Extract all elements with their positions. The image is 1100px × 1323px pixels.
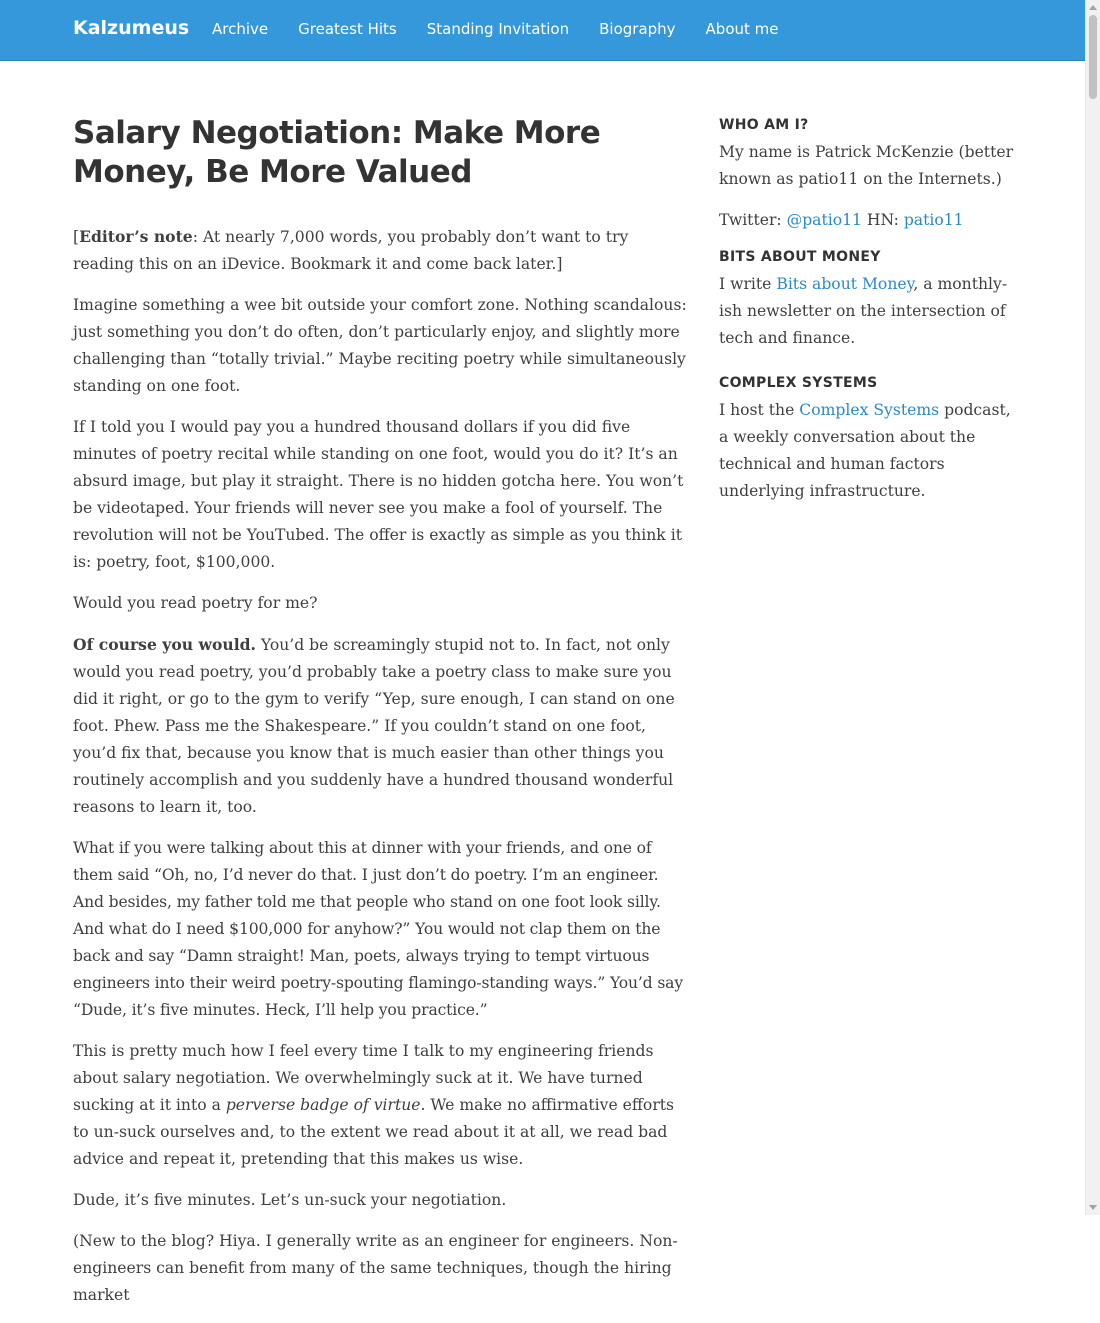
top-navbar (0, 0, 1085, 61)
scroll-up-arrow-icon[interactable] (1089, 5, 1097, 10)
site-brand-link[interactable]: Kalzumeus (73, 17, 190, 39)
editors-note: [Editor’s note: At nearly 7,000 words, you probably don’t want to try reading this on an iDevice. Bookmark it and come back later.] (73, 227, 629, 273)
scrollbar-thumb[interactable] (1089, 15, 1097, 99)
paragraph-question: Would you read poetry for me? (73, 594, 318, 612)
paragraph-offer: If I told you I would pay you a hundred thousand dollars if you did five minutes of poetry recital while standing on one foot, would you do it? It’s an absurd image, but play it straight. There is no hidden gotcha here. You won’t be videotaped. Your friends will never see you make a fool of yourself. The revolution will not be YouTubed. The offer is exactly as simple as you think it is: poetry, foot, $100,000. (73, 418, 684, 571)
sidebar (719, 116, 1019, 519)
nav-link-about-me[interactable]: About me (705, 20, 779, 38)
widget-spacer (719, 366, 1019, 374)
article (73, 114, 689, 1323)
twitter-label: Twitter: (719, 211, 787, 229)
social-handles (719, 207, 1019, 234)
hn-label: HN: (861, 211, 904, 229)
widget-title-who-am-i: WHO AM I? (719, 117, 809, 133)
nav-link-archive[interactable]: Archive (212, 20, 269, 38)
widget-title-bits-about-money: BITS ABOUT MONEY (719, 249, 881, 265)
bits-about-money-text (719, 271, 1019, 352)
widget-who-am-i (719, 116, 1019, 234)
main-nav (212, 20, 809, 38)
article-title: Salary Negotiation: Make More Money, Be More Valued (73, 115, 601, 190)
editors-note-text: : At nearly 7,000 words, you probably don’t want to try reading this on an iDevice. Bookmark it and come back later.] (73, 228, 629, 273)
bits-about-money-link[interactable]: Bits about Money (776, 275, 914, 293)
nav-link-standing-invitation[interactable]: Standing Invitation (426, 20, 570, 38)
widget-complex-systems (719, 374, 1019, 505)
paragraph-of-course (73, 631, 689, 821)
of-course-bold: Of course you would. (73, 635, 256, 654)
feel-before: This is pretty much how I feel every time I talk to my engineering friends about salary negotiation. We overwhelmingly suck at it. We have turned sucking at it into a (73, 1042, 654, 1114)
twitter-link[interactable]: @patio11 (786, 211, 862, 229)
who-am-i-text: My name is Patrick McKenzie (better known as patio11 on the Internets.) (719, 143, 1014, 188)
vertical-scrollbar[interactable] (1085, 0, 1100, 1215)
of-course-rest: You’d be screamingly stupid not to. In fact, not only would you read poetry, you’d probably take a poetry class to make sure you did it right, or go to the gym to verify “Yep, sure enough, I can stand on one foot. Phew. Pass me the Shakespeare.” If you couldn’t stand on one foot, you’d fix that, because you know that is much easier than other things you routinely accomplish and you suddenly have a hundred thousand wonderful reasons to learn it, too. (73, 636, 675, 816)
complex-after: podcast, a weekly conversation about the technical and human factors underlying infrastructure. (719, 401, 1011, 500)
paragraph-dude: Dude, it’s five minutes. Let’s un-suck your negotiation. (73, 1191, 507, 1209)
complex-systems-link[interactable]: Complex Systems (799, 401, 940, 419)
complex-systems-text (719, 397, 1019, 505)
editors-note-label: Editor’s note (79, 227, 193, 246)
complex-before: I host the (719, 401, 800, 419)
scroll-down-arrow-icon[interactable] (1089, 1205, 1097, 1210)
nav-link-biography[interactable]: Biography (599, 20, 676, 38)
widget-title-complex-systems: COMPLEX SYSTEMS (719, 375, 878, 391)
bits-after: , a monthly-ish newsletter on the intersection of tech and finance. (719, 275, 1008, 347)
feel-after: . We make no affirmative efforts to un-suck ourselves and, to the extent we read about it at all, we read bad advice and repeat it, pretending that this makes us wise. (73, 1096, 675, 1168)
paragraph-feel (73, 1038, 689, 1173)
feel-emphasis: perverse badge of virtue (225, 1096, 421, 1114)
paragraph-new-to-blog: (New to the blog? Hiya. I generally write as an engineer for engineers. Non-engineers can benefit from many of the same techniques, though the hiring market (73, 1232, 678, 1304)
widget-bits-about-money (719, 248, 1019, 352)
paragraph-comfort-zone: Imagine something a wee bit outside your comfort zone. Nothing scandalous: just something you don’t do often, don’t particularly enjoy, and slightly more challenging than “totally trivial.” Maybe reciting poetry while simultaneously standing on one foot. (73, 296, 687, 395)
hn-link[interactable]: patio11 (903, 211, 964, 229)
paragraph-dinner: What if you were talking about this at dinner with your friends, and one of them said “Oh, no, I’d never do that. I just don’t do poetry. I’m an engineer. And besides, my father told me that people who stand on one foot look silly. And what do I need $100,000 for anyhow?” You would not clap them on the back and say “Damn straight! Man, poets, always trying to tempt virtuous engineers into their weird poetry-spouting flamingo-standing ways.” You’d say “Dude, it’s five minutes. Heck, I’ll help you practice.” (73, 839, 683, 1019)
bits-before: I write (719, 275, 777, 293)
nav-link-greatest-hits[interactable]: Greatest Hits (298, 20, 397, 38)
